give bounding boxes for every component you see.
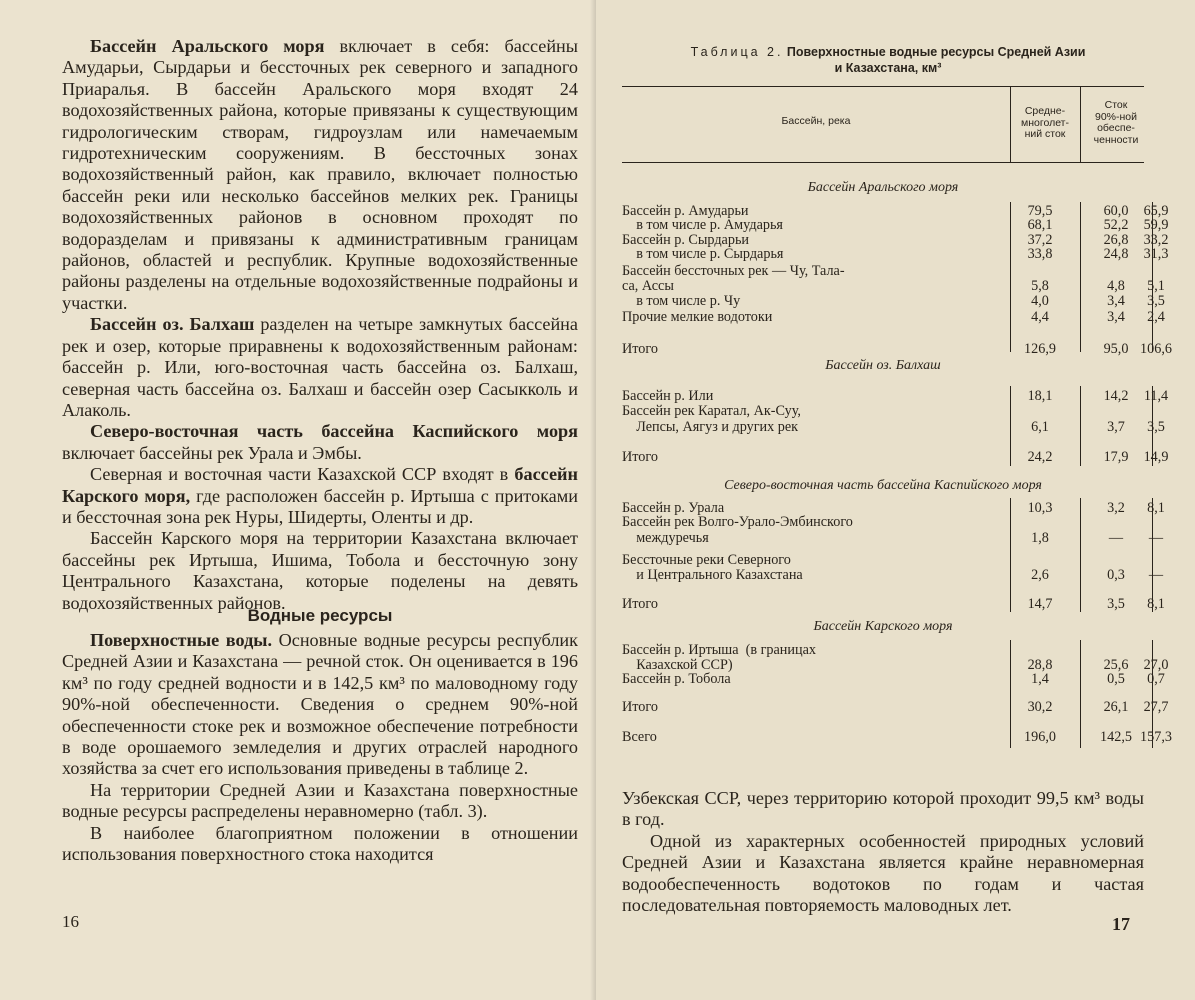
row-value: 33,8 [1027,246,1053,262]
row-value: 0,7 [1147,671,1165,687]
right-page [596,0,1195,1000]
row-value: 65,9 [1143,203,1169,219]
header-90-flow: Сток 90%-ной обеспе- ченности [1093,99,1139,146]
row-label: са, Ассы [622,278,674,294]
row-value: 26,1 [1103,699,1129,715]
row-value: 3,4 [1107,309,1125,325]
page-number-left: 16 [62,912,79,931]
row-value: 24,2 [1027,449,1053,465]
paragraph-distribution: На территории Средней Азии и Казахстана поверхностные водные ресурсы распределены неравномерно (табл. 3). [62,779,578,822]
row-value: 126,9 [1024,341,1056,357]
paragraph-features: Одной из характерных особенностей природных условий Средней Азии и Казахстана является крайне неравномерная водообеспеченность водотоков по годам и частая последовательная повторяемость маловодных лет. [622,830,1144,916]
column-divider [1080,498,1081,612]
row-value: 10,3 [1027,500,1053,516]
row-value: 3,7 [1107,419,1125,435]
row-label: междуречья [622,530,709,546]
table-label: Таблица 2. [690,45,784,59]
row-value: — [1108,530,1124,546]
row-label: в том числе р. Чу [622,293,741,309]
row-value: 26,8 [1103,232,1129,248]
table-title: Поверхностные водные ресурсы Средней Азии [786,45,1086,59]
row-value: 31,3 [1143,246,1169,262]
row-value: 52,2 [1103,217,1129,233]
row-value: 14,9 [1143,449,1169,465]
row-value: 18,1 [1027,388,1053,404]
row-label: Всего [622,729,657,745]
row-value: 17,9 [1103,449,1129,465]
table-title-line2: и Казахстана, км³ [834,61,942,75]
row-label: Бассейн р. Тобола [622,671,731,687]
row-value: 60,0 [1103,203,1129,219]
left-body-text-2 [62,630,578,865]
row-value: 95,0 [1103,341,1129,357]
row-label: Бессточные реки Северного [622,552,791,568]
row-label: в том числе р. Сырдарья [622,246,784,262]
column-divider [1010,498,1011,612]
row-value: 6,1 [1031,419,1049,435]
paragraph-uzbek: Узбекская ССР, через территорию которой проходит 99,5 км³ воды в год. [622,788,1144,830]
row-value: 3,4 [1107,293,1125,309]
row-label: Бассейн рек Каратал, Ак-Суу, [622,403,801,419]
row-label: Итого [622,596,658,612]
left-page [0,0,596,1000]
row-label: Лепсы, Аягуз и других рек [622,419,799,435]
row-value: 37,2 [1027,232,1053,248]
row-value: 3,5 [1147,293,1165,309]
row-value: 33,2 [1143,232,1169,248]
row-value: 4,0 [1031,293,1049,309]
row-value: 28,8 [1027,657,1053,673]
row-value: 3,2 [1107,500,1125,516]
column-divider [1080,202,1081,352]
row-label: Бассейн р. Амударьи [622,203,749,219]
right-body-text [622,788,1144,916]
row-value: 1,8 [1031,530,1049,546]
row-value: — [1148,567,1164,583]
table-header-rule [622,162,1144,163]
row-value: 79,5 [1027,203,1053,219]
paragraph-aral: Бассейн Аральского моря включает в себя: бассейны Амударьи, Сырдарьи и бессточных рек северного и западного Приаралья. В бассейн Аральского моря входят 24 водохозяйственных района, которые привязаны к существующим гидрологическим створам, гидроузлам или намечаемым гидротехническим сооружениям. В бессточных зонах водохозяйственный район, как правило, включает полностью бассейн реки или несколько бассейнов мелких рек. Границы водохозяйственных районов в основном проходят по водоразделам и привязаны к административным границам районов, областей и республик. Крупные водохозяйственные районы разделены на отдельные водохозяйственные подрайоны и участки. [62,36,579,313]
table-group-heading: Северо-восточная часть бассейна Каспийского моря [724,478,1042,493]
row-value: 68,1 [1027,217,1053,233]
row-label: Бассейн рек Волго-Урало-Эмбинского [622,514,853,530]
row-value: 157,3 [1140,729,1172,745]
row-value: 27,0 [1143,657,1169,673]
section-title: Водные ресурсы [247,606,393,625]
row-value: — [1148,530,1164,546]
row-label: Итого [622,699,658,715]
page-number-right: 17 [1112,914,1130,934]
row-value: 4,4 [1031,309,1049,325]
row-value: 5,8 [1031,278,1049,294]
row-value: 142,5 [1100,729,1132,745]
row-label: и Центрального Казахстана [622,567,803,583]
row-value: 3,5 [1107,596,1125,612]
row-label: Бассейн бессточных рек — Чу, Тала- [622,263,845,279]
row-value: 8,1 [1147,596,1165,612]
row-value: 4,8 [1107,278,1125,294]
row-label: Бассейн р. Урала [622,500,725,516]
paragraph-favorable: В наиболее благоприятном положении в отношении использования поверхностного стока находится [62,822,578,865]
row-value: 14,7 [1027,596,1053,612]
paragraph-kara-north: Северная и восточная части Казахской ССР входят в бассейн Карского моря, где расположен бассейн р. Иртыша с притоками и бессточная зона рек Нуры, Шидерты, Оленты и др. [62,464,578,527]
table-group-heading: Бассейн оз. Балхаш [825,358,941,373]
row-value: 27,7 [1143,699,1169,715]
paragraph-kara-kz: Бассейн Карского моря на территории Казахстана включает бассейны рек Иртыша, Ишима, Тобола и бессточную зону Центрального Казахстана, которые поделены на девять водохозяйственных районов. [62,528,578,613]
row-value: 59,9 [1143,217,1169,233]
row-label: Бассейн р. Иртыша (в границах [622,642,816,658]
row-value: 106,6 [1140,341,1172,357]
row-value: 2,4 [1147,309,1165,325]
row-value: 30,2 [1027,699,1053,715]
table-group-heading: Бассейн Аральского моря [807,180,959,195]
row-value: 0,5 [1107,671,1125,687]
row-label: в том числе р. Амударья [622,217,783,233]
row-label: Казахской ССР) [622,657,733,673]
row-value: 25,6 [1103,657,1129,673]
row-value: 24,8 [1103,246,1129,262]
row-value: 11,4 [1143,388,1169,404]
paragraph-surface-water: Поверхностные воды. Основные водные ресурсы республик Средней Азии и Казахстана — речной сток. Он оценивается в 196 км³ по году средней водности и в 142,5 км³ по маловодному году 90%-ной обеспеченности. Сведения о среднем 90%-ной обеспеченности стоке рек и возможное обеспечение потребности в воде орошаемого земледелия и других отраслей народного хозяйства за счет его использования приведены в таблице 2. [62,630,578,779]
header-basin: Бассейн, река [781,115,851,127]
header-mean-flow: Средне- многолет- ний сток [1021,105,1069,141]
paragraph-balkhash: Бассейн оз. Балхаш разделен на четыре замкнутых бассейна рек и озер, которые приравнены к водохозяйственным районам: бассейн р. Или, юго-восточная часть бассейна оз. Балхаш, северная часть бассейна оз. Балхаш и бассейн озер Сасыкколь и Алаколь. [62,314,578,420]
column-divider [1080,640,1081,748]
row-value: 3,5 [1147,419,1165,435]
header-divider [1010,86,1011,162]
row-value: 5,1 [1147,278,1165,294]
table-group-heading: Бассейн Карского моря [813,619,953,634]
column-divider [1080,386,1081,466]
row-value: 0,3 [1107,567,1125,583]
row-value: 2,6 [1031,567,1049,583]
row-value: 8,1 [1147,500,1165,516]
paragraph-caspian: Северо-восточная часть бассейна Каспийского моря включает бассейны рек Урала и Эмбы. [62,421,578,463]
row-label: Бассейн р. Сырдарьи [622,232,750,248]
table-top-rule [622,86,1144,87]
table-caption [624,44,1152,76]
row-label: Итого [622,449,658,465]
row-label: Прочие мелкие водотоки [622,309,773,325]
row-value: 14,2 [1103,388,1129,404]
row-label: Бассейн р. Или [622,388,714,404]
row-value: 1,4 [1031,671,1049,687]
row-value: 196,0 [1024,729,1056,745]
left-body-text [62,36,578,614]
row-label: Итого [622,341,658,357]
